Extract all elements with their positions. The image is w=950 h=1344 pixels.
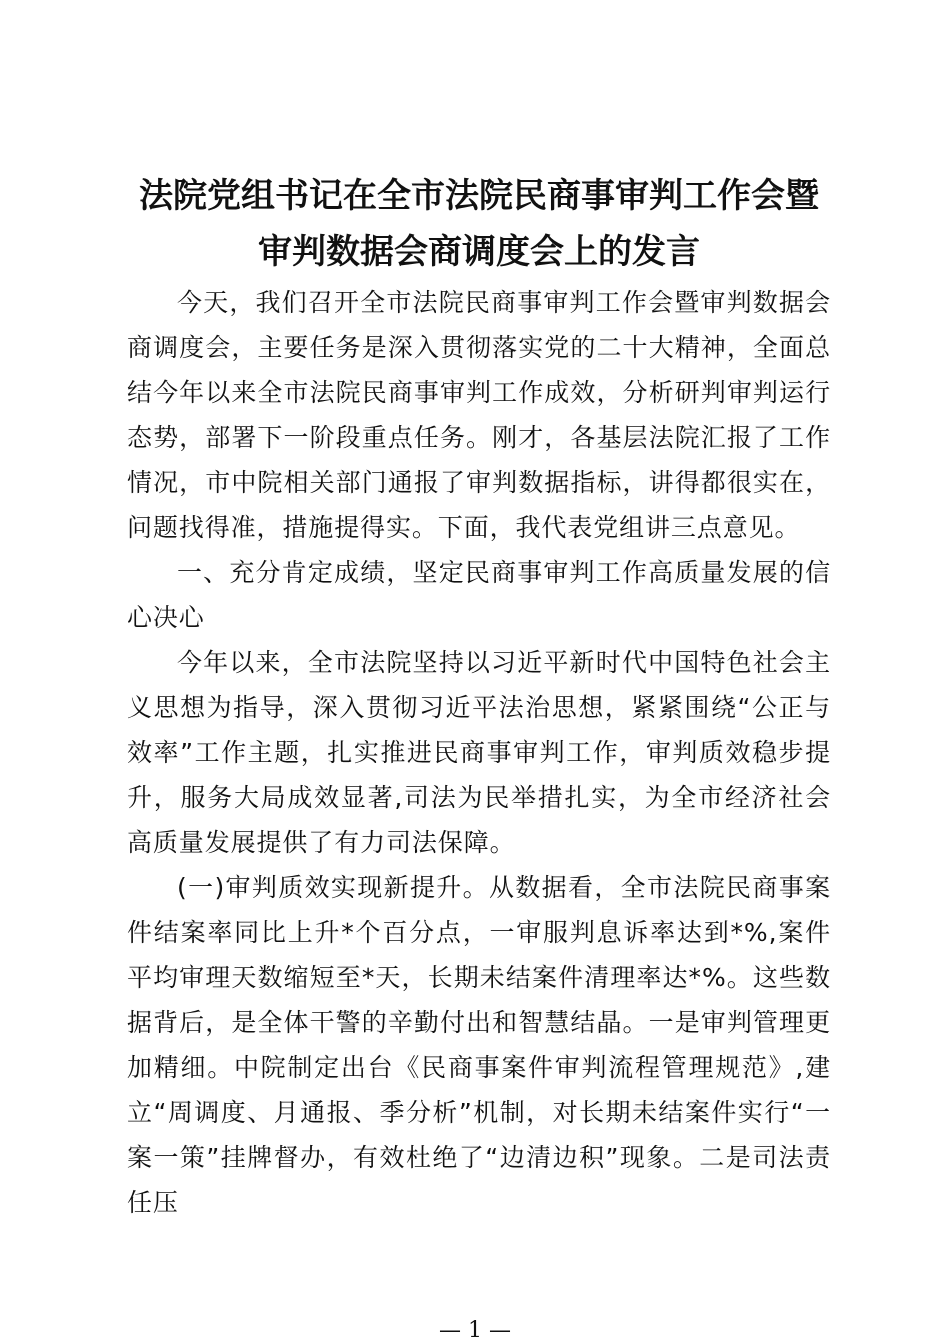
- document-title: [127, 168, 831, 280]
- paragraph-subsection-1: (一)审判质效实现新提升。从数据看，全市法院民商事案件结案率同比上升*个百分点，一审服判息诉率达到*%,案件平均审理天数缩短至*天，长期未结案件清理率达*%。这些数据背后，是全体干警的辛勤付出和智慧结晶。一是审判管理更加精细。中院制定出台《民商事案件审判流程管理规范》,建立“周调度、月通报、季分析”机制，对长期未结案件实行“一案一策”挂牌督办，有效杜绝了“边清边积”现象。二是司法责任压: [127, 873, 831, 1217]
- page-number: — 1 —: [439, 1318, 511, 1343]
- paragraph-opening: 今天，我们召开全市法院民商事审判工作会暨审判数据会商调度会，主要任务是深入贯彻落实党的二十大精神，全面总结今年以来全市法院民商事审判工作成效，分析研判审判运行态势，部署下一阶段重点任务。刚才，各基层法院汇报了工作情况，市中院相关部门通报了审判数据指标，讲得都很实在，问题找得准，措施提得实。下面，我代表党组讲三点意见。: [127, 288, 831, 542]
- section-heading-1: 一、充分肯定成绩，坚定民商事审判工作高质量发展的信心决心: [127, 558, 831, 632]
- title-line-1: 法院党组书记在全市法院民商事审判工作会暨: [139, 176, 819, 216]
- paragraph-achievements: 今年以来，全市法院坚持以习近平新时代中国特色社会主义思想为指导，深入贯彻习近平法治思想，紧紧围绕“公正与效率”工作主题，扎实推进民商事审判工作，审判质效稳步提升，服务大局成效显著,司法为民举措扎实，为全市经济社会高质量发展提供了有力司法保障。: [127, 648, 831, 857]
- title-line-2: 审判数据会商调度会上的发言: [258, 232, 700, 272]
- document-page: [127, 168, 831, 1225]
